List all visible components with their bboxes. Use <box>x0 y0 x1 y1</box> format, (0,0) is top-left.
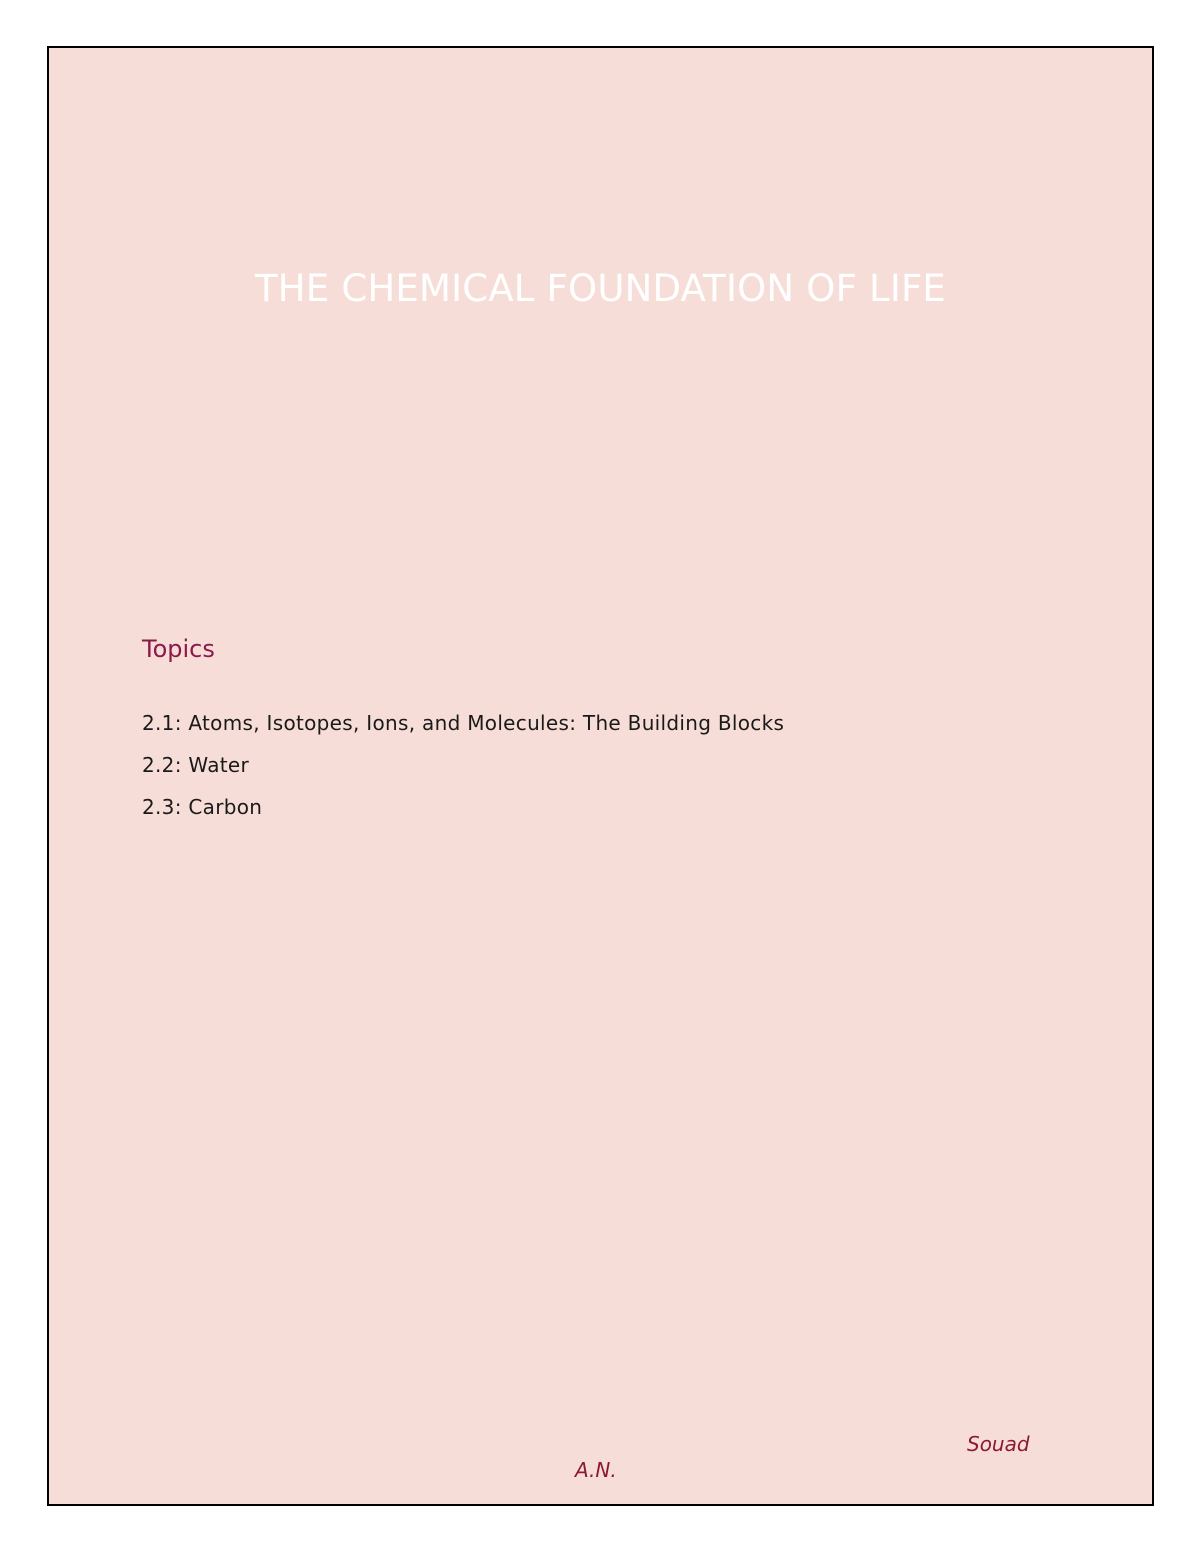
topic-item: 2.1: Atoms, Isotopes, Ions, and Molecules: The Building Blocks <box>142 711 785 735</box>
author-initials: A.N. <box>575 1458 617 1482</box>
document-title: THE CHEMICAL FOUNDATION OF LIFE <box>254 267 947 310</box>
topics-list <box>142 709 784 835</box>
topic-item: 2.2: Water <box>142 753 250 777</box>
author-first-name: Souad <box>967 1432 1030 1456</box>
topics-heading: Topics <box>142 635 215 663</box>
cover-page <box>47 46 1154 1506</box>
topic-item: 2.3: Carbon <box>142 795 263 819</box>
